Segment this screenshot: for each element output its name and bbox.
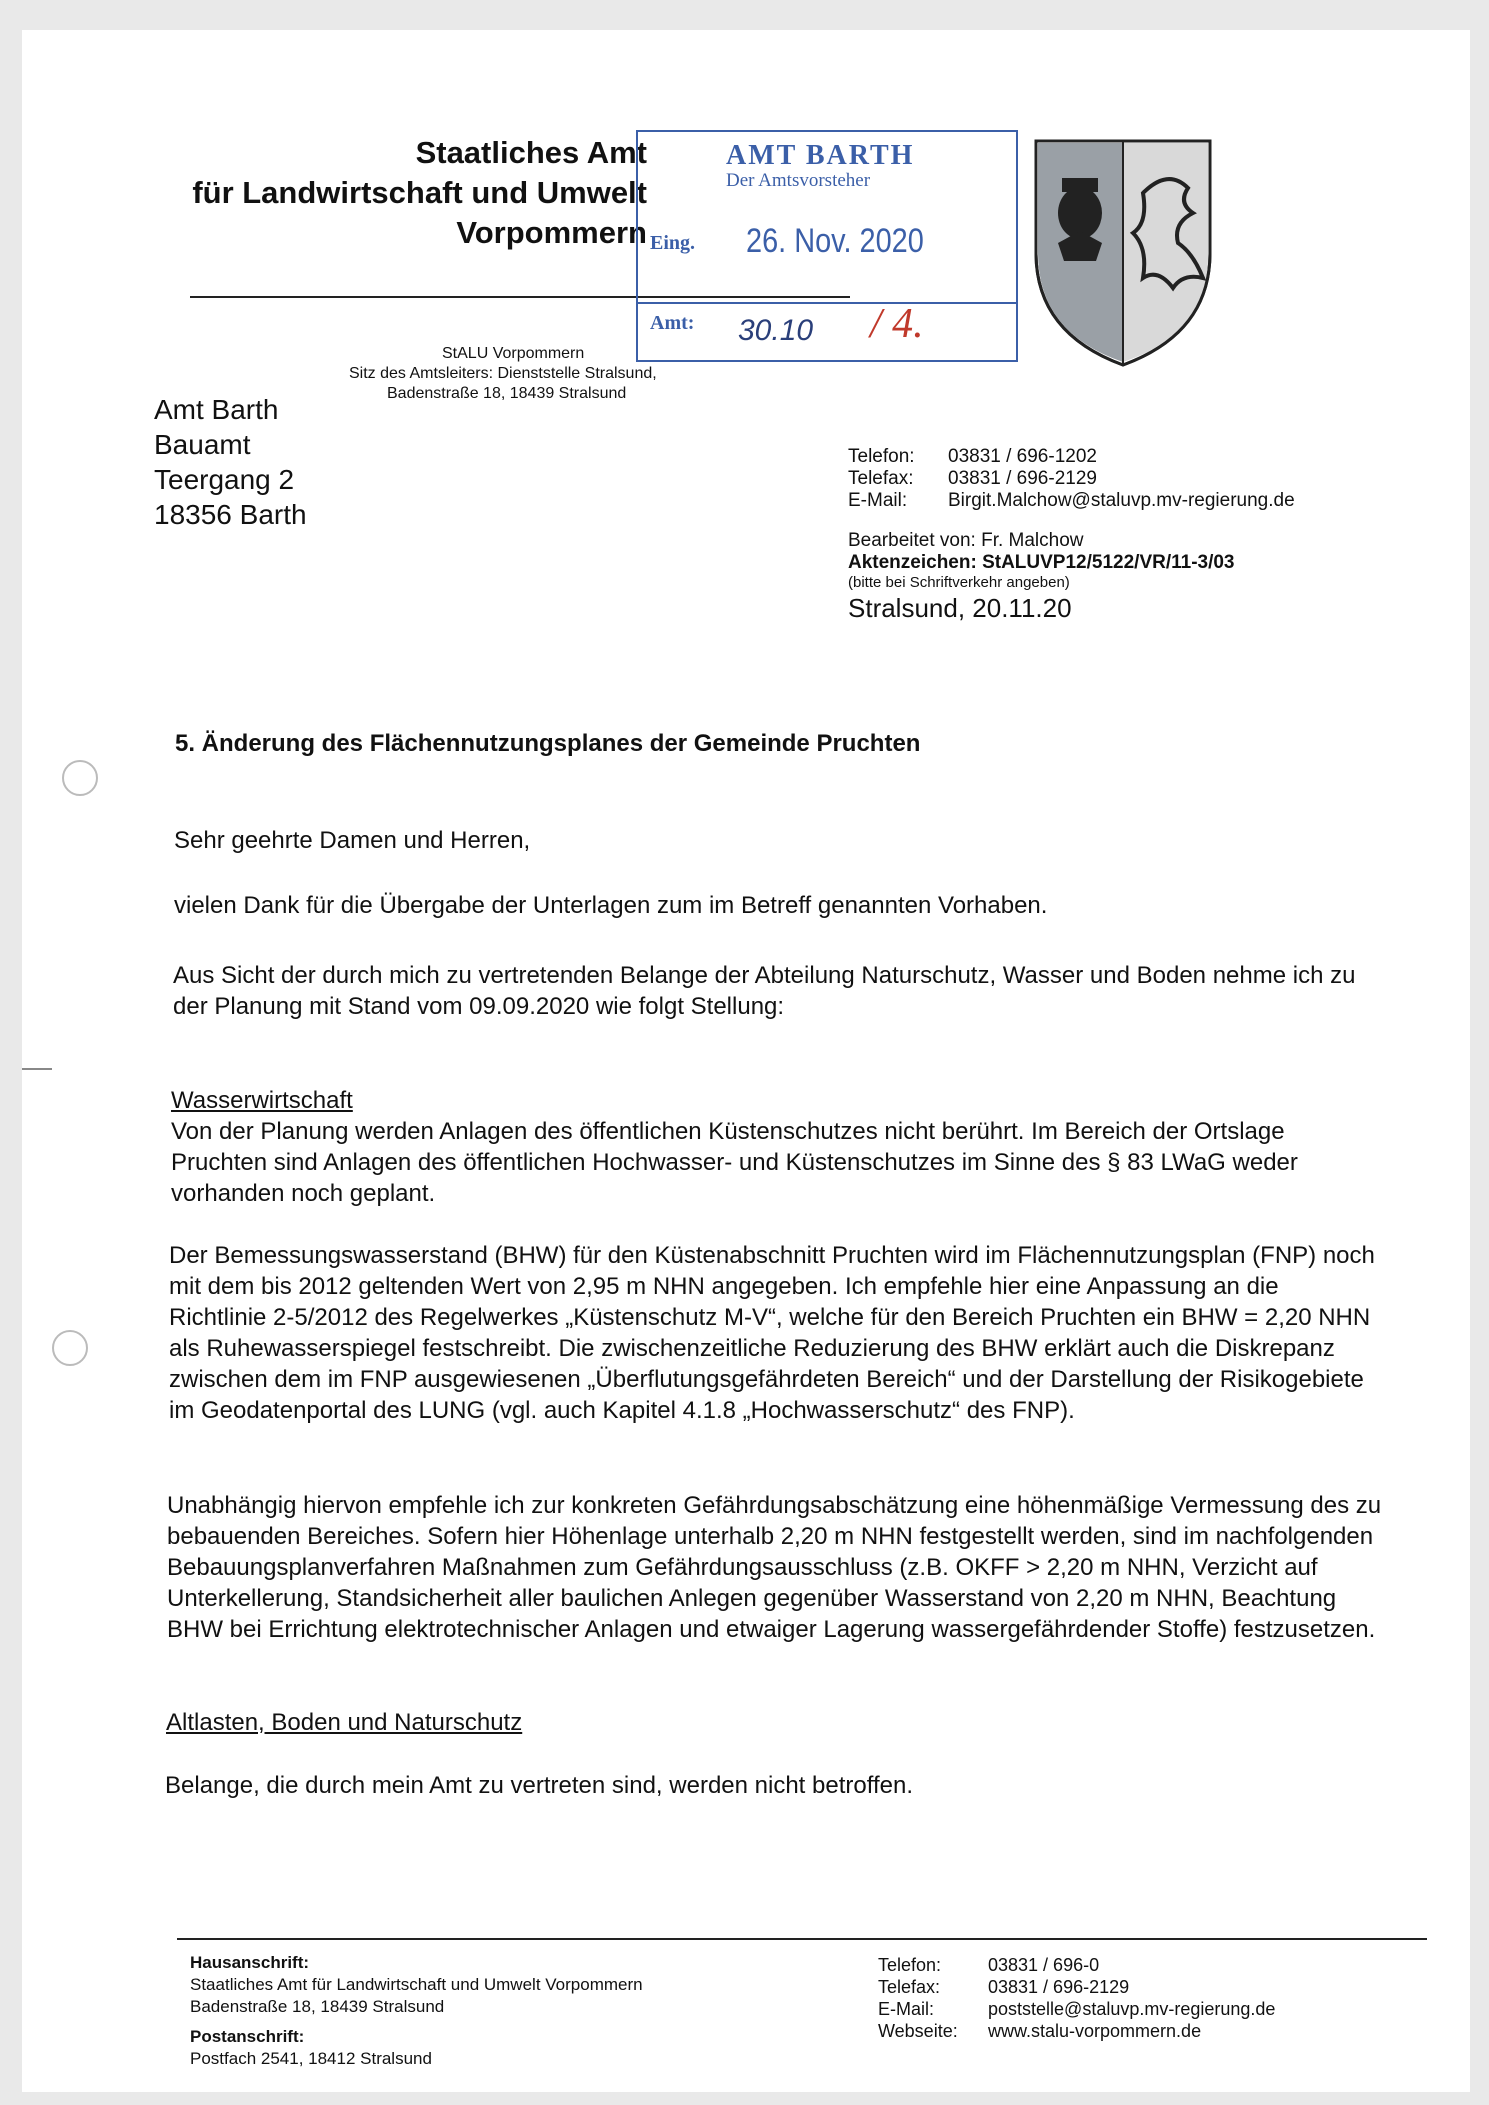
footer-web: www.stalu-vorpommern.de <box>988 2021 1202 2041</box>
footer-address <box>190 1952 643 2070</box>
footer-haus-2: Badenstraße 18, 18439 Stralsund <box>190 1997 445 2016</box>
recipient-line-3: Teergang 2 <box>154 464 295 495</box>
contact-telefon-label: Telefon: <box>848 446 915 467</box>
footer-email: poststelle@staluvp.mv-regierung.de <box>988 1999 1276 2019</box>
recipient-line-2: Bauamt <box>154 429 251 460</box>
paragraph-4: Der Bemessungswasserstand (BHW) für den Küstenabschnitt Pruchten wird im Flächennutzungsplan (FNP) noch mit dem bis 2012 geltenden Wert von 2,95 m NHN angegeben. Ich empfehle hier eine Anpassung an die Richtlinie 2-5/2012 des Regelwerkes „Küstenschutz M-V“, welche für den Bereich Pruchten ein BHW = 2,20 NHN als Ruhewasserspiegel festschreibt. Die zwischenzeitliche Reduzierung des BHW erklärt auch die Diskrepanz zwischen dem im FNP ausgewiesenen „Überflutungsgefährdeten Bereich“ und der Darstellung der Risikogebiete im Geodatenportal des LUNG (vgl. auch Kapitel 4.1.8 „Hochwasserschutz“ des FNP). <box>169 1242 1375 1424</box>
footer-web-label: Webseite: <box>878 2021 958 2041</box>
stamp-received-label: Eing. <box>650 232 696 254</box>
footer-email-label: E-Mail: <box>878 1999 935 2019</box>
footer-haus-label: Hausanschrift: <box>190 1953 310 1972</box>
letter-subject: 5. Änderung des Flächennutzungsplanes der Gemeinde Pruchten <box>175 730 921 757</box>
footer-telefon: 03831 / 696-0 <box>988 1955 1100 1975</box>
contact-email: Birgit.Malchow@staluvp.mv-regierung.de <box>948 490 1295 511</box>
contact-telefax: 03831 / 696-2129 <box>948 468 1097 489</box>
footer-post-1: Postfach 2541, 18412 Stralsund <box>190 2049 432 2068</box>
footer-telefax-label: Telefax: <box>878 1977 941 1997</box>
stamp-divider <box>638 302 1016 304</box>
recipient-line-1: Amt Barth <box>154 394 279 425</box>
section-heading-wasserwirtschaft: Wasserwirtschaft <box>171 1087 353 1114</box>
sender-line-1: Staatliches Amt <box>415 135 647 170</box>
recipient-address <box>154 392 307 532</box>
sender-seat-2: Badenstraße 18, 18439 Stralsund <box>387 385 627 402</box>
stamp-office-label: Amt: <box>650 312 695 334</box>
sender-short: StALU Vorpommern <box>442 345 585 362</box>
coat-of-arms-logo <box>1028 133 1218 373</box>
contact-email-label: E-Mail: <box>848 490 908 511</box>
paragraph-5: Unabhängig hiervon empfehle ich zur konkreten Gefährdungsabschätzung eine höhenmäßige Vermessung des zu bebauenden Bereiches. Sofern hier Höhenlage unterhalb 2,20 m NHN festgestellt werden, sind im nachfolgenden Bebauungsplanverfahren Maßnahmen zum Gefährdungsausschluss (z.B. OKFF > 2,20 m NHN, Verzicht auf Unterkellerung, Standsicherheit aller baulichen Anlegen gegenüber Wasserstand von 2,20 m NHN, Beachtung BHW bei Errichtung elektrotechnischer Anlagen und etwaiger Lagerung wassergefährdender Stoffe) festzusetzen. <box>167 1492 1382 1643</box>
sender-line-3: Vorpommern <box>456 215 647 250</box>
footer-rule <box>177 1938 1427 1940</box>
stamp-office-value: 30.10 <box>738 314 814 347</box>
contact-bearbeitet: Bearbeitet von: Fr. Malchow <box>848 530 1084 551</box>
footer-contact <box>878 1954 1275 2042</box>
section-heading-altlasten: Altlasten, Boden und Naturschutz <box>166 1709 523 1736</box>
stamp-initial: / 4. <box>870 301 924 347</box>
letter-page <box>22 30 1470 2092</box>
salutation: Sehr geehrte Damen und Herren, <box>174 827 531 854</box>
contact-block <box>848 446 1368 624</box>
punch-hole-top <box>62 760 98 796</box>
footer-telefon-label: Telefon: <box>878 1955 942 1975</box>
stamp-date: 26. Nov. 2020 <box>746 222 924 260</box>
footer-telefax: 03831 / 696-2129 <box>988 1977 1130 1997</box>
paragraph-3: Von der Planung werden Anlagen des öffentlichen Küstenschutzes nicht berührt. Im Bereich der Ortslage Pruchten sind Anlagen des öffentlichen Hochwasser- und Küstenschutzes im Sinne des § 83 LWaG weder vorhanden noch geplant. <box>171 1118 1298 1207</box>
sender-line-2: für Landwirtschaft und Umwelt <box>192 175 647 210</box>
recipient-line-4: 18356 Barth <box>154 499 307 530</box>
received-stamp <box>636 130 1018 362</box>
letter-date: Stralsund, 20.11.20 <box>848 593 1072 623</box>
contact-telefax-label: Telefax: <box>848 468 914 489</box>
punch-hole-bottom <box>52 1330 88 1366</box>
paragraph-2: Aus Sicht der durch mich zu vertretenden Belange der Abteilung Naturschutz, Wasser und Boden nehme ich zu der Planung mit Stand vom 09.09.2020 wie folgt Stellung: <box>173 962 1356 1020</box>
stamp-title: AMT BARTH <box>726 140 915 171</box>
sender-block <box>172 133 647 253</box>
fold-mark <box>22 1068 52 1070</box>
contact-hinweis: (bitte bei Schriftverkehr angeben) <box>848 574 1070 591</box>
footer-post-label: Postanschrift: <box>190 2027 305 2046</box>
contact-aktenzeichen: Aktenzeichen: StALUVP12/5122/VR/11-3/03 <box>848 552 1235 573</box>
contact-telefon: 03831 / 696-1202 <box>948 446 1097 467</box>
sender-seat-1: Sitz des Amtsleiters: Dienststelle Stralsund, <box>349 365 657 382</box>
paragraph-1: vielen Dank für die Übergabe der Unterlagen zum im Betreff genannten Vorhaben. <box>174 892 1048 919</box>
footer-haus-1: Staatliches Amt für Landwirtschaft und Umwelt Vorpommern <box>190 1975 643 1994</box>
stamp-subtitle: Der Amtsvorsteher <box>726 170 871 191</box>
paragraph-6: Belange, die durch mein Amt zu vertreten sind, werden nicht betroffen. <box>165 1772 913 1799</box>
